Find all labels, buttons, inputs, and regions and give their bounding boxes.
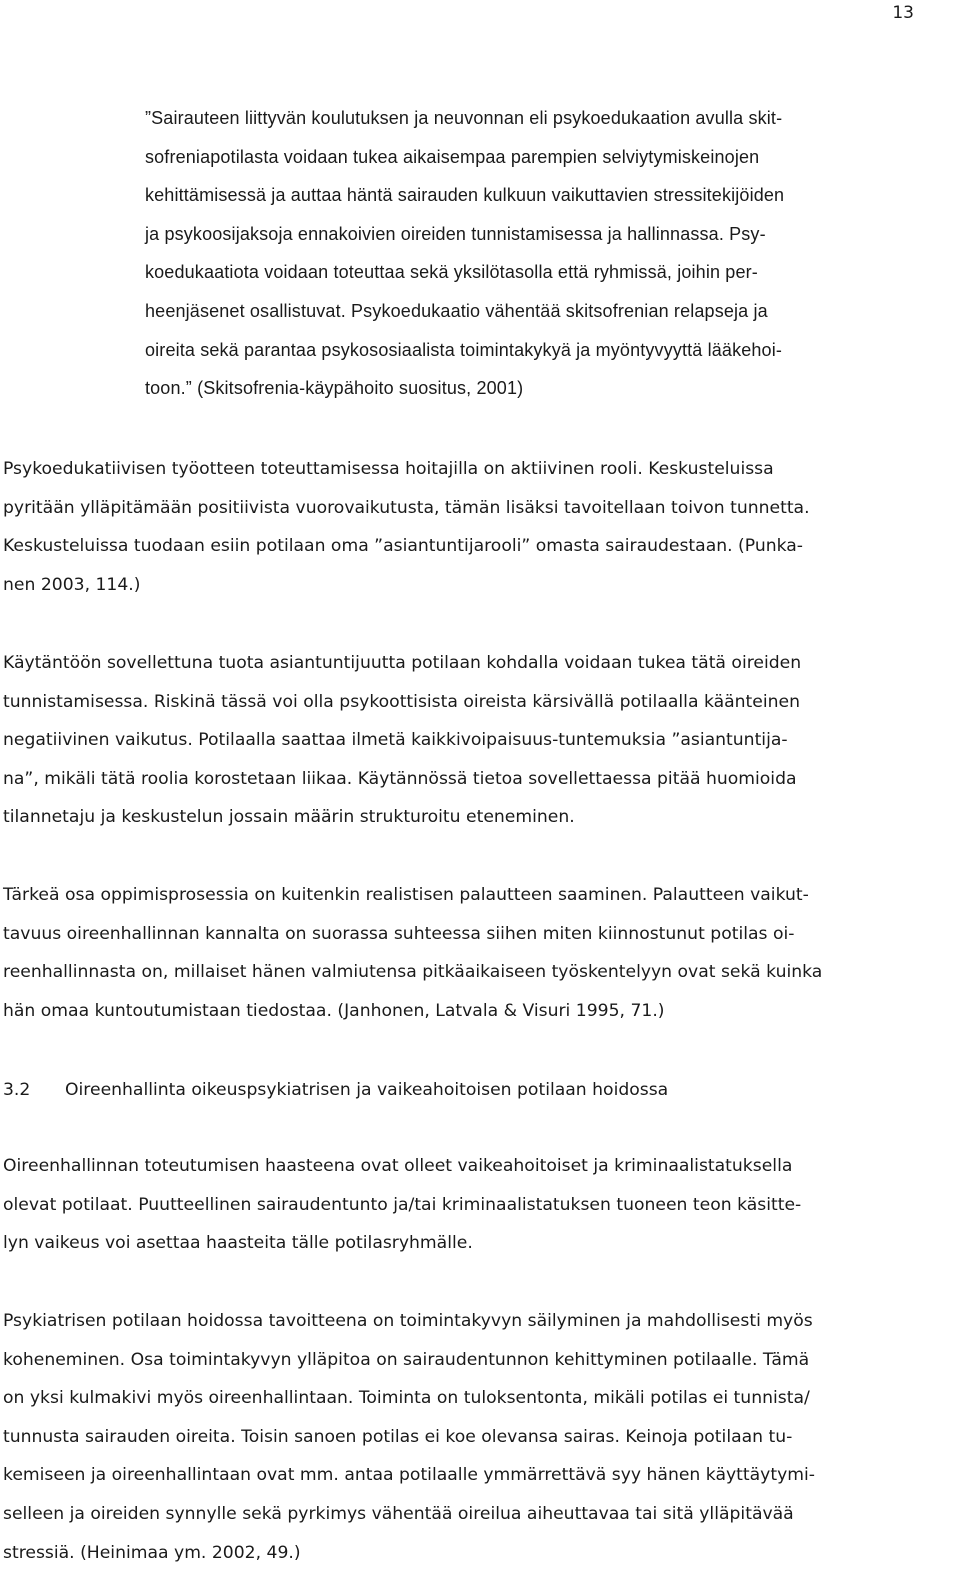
paragraph-line: olevat potilaat. Puutteellinen sairaudentunto ja/tai kriminaalistatuksen tuoneen teon käsitte- (3, 1194, 802, 1215)
paragraph-line: tavuus oireenhallinnan kannalta on suorassa suhteessa siihen miten kiinnostunut potilas oi- (3, 923, 795, 944)
quote-line: koedukaatiota voidaan toteuttaa sekä yksilötasolla että ryhmissä, joihin per- (145, 262, 758, 283)
paragraph-line: selleen ja oireiden synnylle sekä pyrkimys vähentää oireilua aiheuttavaa tai sitä ylläpitävää (3, 1503, 794, 1524)
page-number: 13 (892, 3, 914, 23)
paragraph-line: lyn vaikeus voi asettaa haasteita tälle potilasryhmälle. (3, 1233, 473, 1254)
block-quote (145, 99, 945, 408)
paragraph-line: Keskusteluissa tuodaan esiin potilaan oma ”asiantuntijarooli” omasta sairaudestaan. (Punka- (3, 536, 803, 557)
paragraph-line: stressiä. (Heinimaa ym. 2002, 49.) (3, 1542, 301, 1563)
paragraph-line: nen 2003, 114.) (3, 574, 141, 595)
paragraph-line: koheneminen. Osa toimintakyvyn ylläpitoa on sairaudentunnon kehittyminen potilaalle. Tämä (3, 1349, 810, 1370)
paragraph-3 (3, 876, 948, 1030)
paragraph-line: Käytäntöön sovellettuna tuota asiantuntijuutta potilaan kohdalla voidaan tukea tätä oireiden (3, 653, 802, 673)
section-title: Oireenhallinta oikeuspsykiatrisen ja vaikeahoitoisen potilaan hoidossa (65, 1080, 669, 1100)
paragraph-line: na”, mikäli tätä roolia korostetaan liikaa. Käytännössä tietoa sovellettaessa pitää huomioida (3, 768, 797, 789)
paragraph-2 (3, 644, 948, 837)
paragraph-line: negatiivinen vaikutus. Potilaalla saattaa ilmetä kaikkivoipaisuus-tuntemuksia ”asiantuntija- (3, 730, 788, 751)
paragraph-5 (3, 1302, 948, 1572)
paragraph-line: tunnistamisessa. Riskinä tässä voi olla psykoottisista oireista kärsivällä potilaalla käänteinen (3, 691, 801, 712)
paragraph-line: Oireenhallinnan toteutumisen haasteena ovat olleet vaikeahoitoiset ja kriminaalistatuksella (3, 1156, 793, 1176)
paragraph-1 (3, 450, 948, 604)
paragraph-line: Psykiatrisen potilaan hoidossa tavoitteena on toimintakyvyn säilyminen ja mahdollisesti myös (3, 1311, 813, 1331)
paragraph-line: tilannetaju ja keskustelun jossain määrin strukturoitu eteneminen. (3, 807, 575, 828)
quote-line: heenjäsenet osallistuvat. Psykoedukaatio vähentää skitsofrenian relapseja ja (145, 300, 768, 321)
section-number: 3.2 (3, 1080, 31, 1100)
section-heading (3, 1071, 668, 1109)
paragraph-line: kemiseen ja oireenhallintaan ovat mm. antaa potilaalle ymmärrettävä syy hänen käyttäytymi- (3, 1465, 815, 1486)
quote-line: ”Sairauteen liittyvän koulutuksen ja neuvonnan eli psykoedukaation avulla skit- (145, 108, 783, 128)
paragraph-line: reenhallinnasta on, millaiset hänen valmiutensa pitkäaikaiseen työskentelyyn ovat sekä kuinka (3, 962, 823, 983)
paragraph-line: pyritään ylläpitämään positiivista vuorovaikutusta, tämän lisäksi tavoitellaan toivon tunnetta. (3, 497, 810, 518)
quote-line: oireita sekä parantaa psykososiaalista toimintakykyä ja myöntyvyyttä lääkehoi- (145, 339, 782, 360)
paragraph-line: on yksi kulmakivi myös oireenhallintaan. Toiminta on tuloksentonta, mikäli potilas ei tunnista/ (3, 1388, 810, 1409)
paragraph-line: tunnusta sairauden oireita. Toisin sanoen potilas ei koe olevansa sairas. Keinoja potilaan tu- (3, 1426, 793, 1447)
paragraph-line: Psykoedukatiivisen työotteen toteuttamisessa hoitajilla on aktiivinen rooli. Keskusteluissa (3, 459, 774, 479)
quote-line: ja psykoosijaksoja ennakoivien oireiden tunnistamisessa ja hallinnassa. Psy- (145, 223, 766, 244)
paragraph-4 (3, 1147, 948, 1263)
quote-line: toon.” (Skitsofrenia-käypähoito suositus, 2001) (145, 378, 524, 399)
quote-line: kehittämisessä ja auttaa häntä sairauden kulkuun vaikuttavien stressitekijöiden (145, 185, 785, 206)
paragraph-line: hän omaa kuntoutumistaan tiedostaa. (Janhonen, Latvala & Visuri 1995, 71.) (3, 1000, 665, 1021)
paragraph-line: Tärkeä osa oppimisprosessia on kuitenkin realistisen palautteen saaminen. Palautteen vaikut- (3, 885, 809, 905)
quote-line: sofreniapotilasta voidaan tukea aikaisempaa parempien selviytymiskeinojen (145, 146, 760, 167)
